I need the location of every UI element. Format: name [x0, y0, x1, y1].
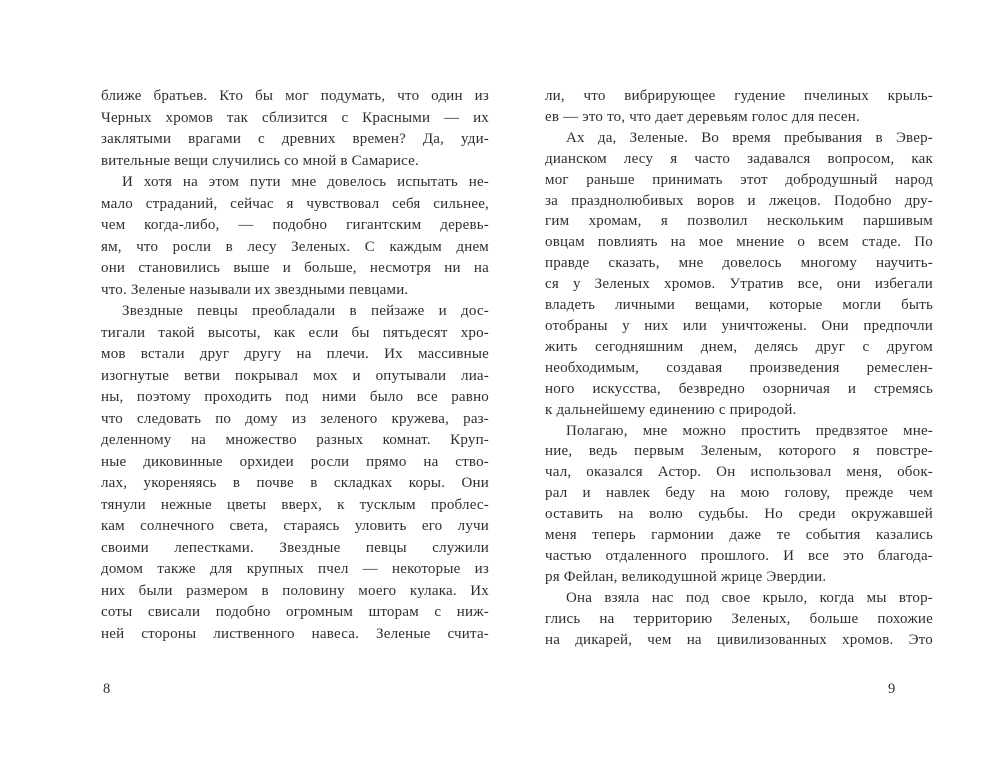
text-line: ли, что вибрирующее гудение пчелиных крыль- — [545, 88, 933, 104]
text-line: Черных хромов так сблизится с Красными — их — [101, 109, 489, 126]
text-line: своими лепестками. Звездные певцы служили — [101, 539, 489, 556]
text-line: чем когда-либо, — подобно гигантским деревь- — [101, 217, 489, 233]
text-line: дианском лесу я часто задавался вопросом, как — [545, 150, 933, 167]
text-line: ны, поэтому проходить под ними было все равно — [101, 389, 489, 405]
text-line: владеть личными вещами, которые могли быть — [545, 297, 933, 314]
text-line: Звездные певцы преобладали в пейзаже и дос- — [122, 303, 489, 319]
text-line: за празднолюбивых воров и лжецов. Подобно дру- — [545, 192, 933, 209]
right-page-text — [545, 86, 933, 650]
text-line: необходимым, создавая произведения ремеслен- — [545, 359, 933, 376]
right-page — [500, 0, 1000, 778]
text-line: ев — это то, что дает деревьям голос для песен. — [545, 108, 860, 125]
text-line: чал, оказался Астор. Он использовал меня, обок- — [545, 464, 933, 481]
left-page-text — [101, 86, 489, 645]
text-line: них были размером в половину моего кулака. Их — [101, 582, 489, 599]
text-line: мало страданий, сейчас я чувствовал себя сильнее, — [101, 195, 489, 212]
text-line: меня теперь гармонии даже те события казались — [545, 527, 933, 544]
text-line: тянули нежные цветы вверх, к тусклым проблес- — [101, 496, 489, 513]
text-line: ря Фейлан, великодушной жрице Эвердии. — [545, 568, 827, 585]
paragraph — [545, 128, 933, 421]
text-line: они становились выше и больше, несмотря ни на — [101, 260, 489, 276]
text-line: вительные вещи случились со мной в Самарисе. — [101, 152, 419, 169]
text-line: Ах да, Зеленые. Во время пребывания в Эвер- — [566, 129, 933, 146]
text-line: на дикарей, чем на цивилизованных хромов. Это — [545, 631, 933, 648]
text-line: к дальнейшему единению с природой. — [545, 401, 797, 418]
text-line: ней стороны лиственного навеса. Зеленые счита- — [101, 625, 489, 642]
text-line: жить сегодняшним днем, делясь друг с другом — [545, 338, 933, 355]
paragraph — [101, 301, 489, 645]
text-line: Она взяла нас под свое крыло, когда мы втор- — [566, 589, 933, 606]
text-line: Полагаю, мне можно простить предвзятое мне- — [566, 422, 933, 439]
text-line: соты свисали подобно огромным шторам с ниж- — [101, 604, 489, 620]
text-line: ближе братьев. Кто бы мог подумать, что один из — [101, 88, 489, 104]
text-line: что следовать по дому из зеленого кружева, раз- — [101, 410, 489, 427]
text-line: тигали такой высоты, как если бы пятьдесят хро- — [101, 324, 489, 341]
right-page-number: 9 — [888, 681, 896, 697]
paragraph — [545, 588, 933, 651]
text-line: лах, укореняясь в почве в складках коры. Они — [101, 475, 489, 491]
text-line: домом также для крупных пчел — некоторые из — [101, 561, 489, 577]
paragraph — [101, 86, 489, 172]
text-line: частью отдаленного прошлого. И все это благода- — [545, 547, 933, 564]
text-line: ные диковинные орхидеи росли прямо на ство- — [101, 453, 489, 470]
text-line: правде сказать, мне довелось многому научить- — [545, 255, 933, 272]
paragraph — [545, 421, 933, 588]
text-line: деленному на множество разных комнат. Круп- — [101, 432, 489, 448]
text-line: что. Зеленые называли их звездными певцами. — [101, 281, 409, 298]
paragraph — [101, 172, 489, 301]
text-line: отобраны у них или уничтожены. Они предпочли — [545, 317, 933, 334]
text-line: изогнутые ветви покрывал мох и опутывали лиа- — [101, 367, 489, 384]
text-line: глись на территорию Зеленых, больше похожие — [545, 610, 933, 627]
text-line: овцам повлиять на мое мнение о всем стаде. По — [545, 234, 933, 251]
left-page-number: 8 — [103, 681, 111, 697]
text-line: заклятыми врагами с древних времен? Да, уди- — [101, 131, 489, 147]
text-line: И хотя на этом пути мне довелось испытать не- — [122, 174, 489, 190]
text-line: мог раньше принимать этот добродушный народ — [545, 171, 933, 188]
text-line: рал и навлек беду на мою голову, прежде чем — [545, 485, 933, 502]
text-line: ние, ведь первым Зеленым, которого я повстре- — [545, 443, 933, 460]
text-line: оставить на волю судьбы. Но среди окружавшей — [545, 506, 933, 523]
text-line: гим хромам, я позволил нескольким паршивым — [545, 213, 933, 230]
text-line: ся у Зеленых хромов. Утратив все, они избегали — [545, 276, 933, 293]
text-line: мов встали друг другу на плечи. Их массивные — [101, 346, 489, 362]
text-line: ного искусства, безвредно озорничая и стремясь — [545, 380, 933, 397]
paragraph — [545, 86, 933, 128]
text-line: ям, что росли в лесу Зеленых. С каждым днем — [101, 238, 489, 255]
text-line: кам солнечного света, стараясь уловить его лучи — [101, 518, 489, 534]
